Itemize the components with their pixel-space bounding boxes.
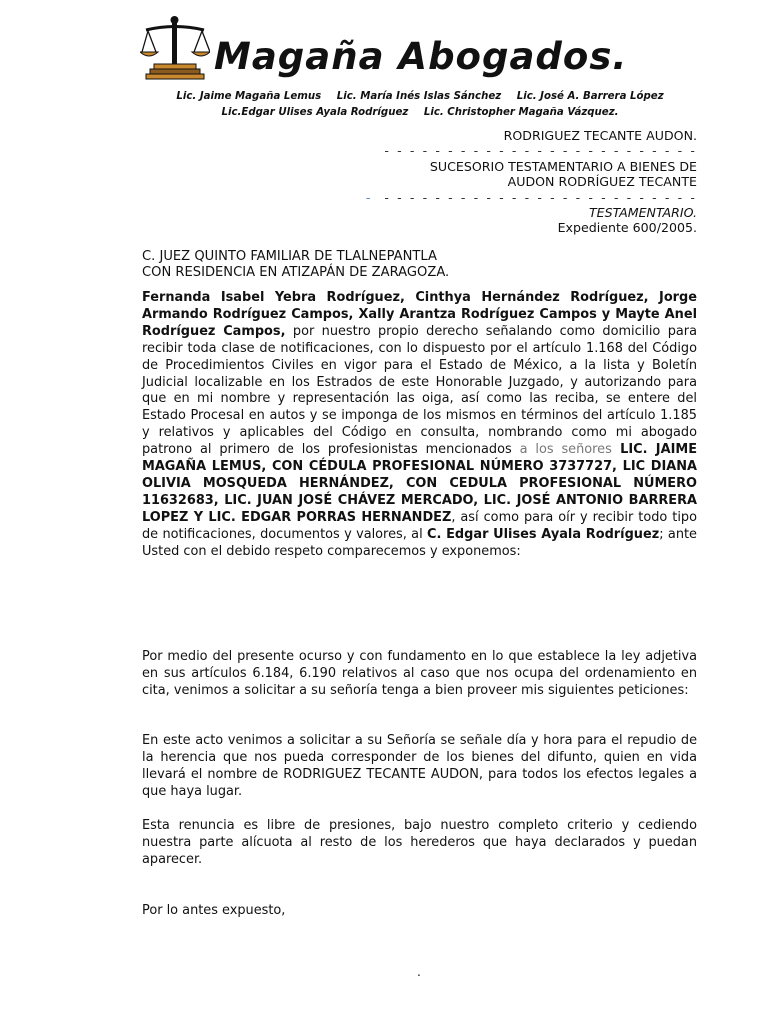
firm-name: Magaña Abogados. <box>214 35 628 78</box>
paragraph-grounds: Por medio del presente ocurso y con fundamento en lo que establece la ley adjetiva en sus artículos 6.184, 6.190 relativos al caso que nos ocupa del ordenamiento en cita, venimos a solicitar a su señoría tenga a bien proveer mis siguientes peticiones: <box>142 649 697 698</box>
separator-dashes: - - - - - - - - - - - - - - - - - - - - - - - - - <box>384 143 697 159</box>
addressee <box>142 249 449 280</box>
blue-mark: - <box>365 189 371 205</box>
addressee-line-2: CON RESIDENCIA EN ATIZAPÁN DE ZARAGOZA. <box>142 264 450 280</box>
case-matter-line-2: AUDON RODRÍGUEZ TECANTE <box>507 174 697 190</box>
petitioner-names: Fernanda Isabel Yebra Rodríguez, Cinthya Hernández Rodríguez, Jorge Armando Rodríguez Campos, Xally Arantza Rodríguez Campos y Mayte Anel Rodríguez Campos, <box>142 290 697 339</box>
separator-dashes-2: - - - - - - - - - - - - - - - - - - - - - - - - - - <box>365 189 697 205</box>
attorney-names: LIC. JAIME MAGAÑA LEMUS, CON CÉDULA PROFESIONAL NÚMERO 3737727, LIC DIANA OLIVIA MOSQUEDA HERNÁNDEZ, CON CEDULA PROFESIONAL NÚMERO 11632683, LIC. JUAN JOSÉ CHÁVEZ MERCADO, LIC. JOSÉ ANTONIO BARRERA LOPEZ Y LIC. EDGAR PORRAS HERNANDEZ <box>142 442 697 525</box>
paragraph-request: En este acto venimos a solicitar a su Señoría se señale día y hora para el repudio de la herencia que nos pueda corresponder de los bienes del difunto, quien en vida llevará el nombre de RODRIGUEZ TECANTE AUDON, para todos los efectos legales a que haya lugar. <box>142 733 697 799</box>
lawyer-name: Lic. Jaime Magaña Lemus <box>176 91 322 102</box>
case-expediente: Expediente 600/2005. <box>557 220 697 236</box>
lawyer-name: Lic. José A. Barrera López <box>516 91 664 102</box>
closing-line: Por lo antes expuesto, <box>142 903 286 918</box>
scales-of-justice-icon <box>140 14 210 80</box>
lawyer-name: Lic. María Inés Islas Sánchez <box>336 91 502 102</box>
lawyer-name: Lic. Christopher Magaña Vázquez. <box>423 107 619 118</box>
lawyer-name: Lic.Edgar Ulises Ayala Rodríguez <box>221 107 409 118</box>
gray-text: a los señores <box>519 442 612 458</box>
paragraph-renunciation: Esta renuncia es libre de presiones, bajo nuestro completo criterio y cediendo nuestra parte alícuota al resto de los herederos que haya declarados y puedan aparecer. <box>142 818 697 867</box>
addressee-line-1: C. JUEZ QUINTO FAMILIAR DE TLALNEPANTLA <box>142 249 437 264</box>
case-party: RODRIGUEZ TECANTE AUDON. <box>503 128 697 143</box>
case-matter-line-1: SUCESORIO TESTAMENTARIO A BIENES DE <box>429 158 697 174</box>
authorized-person: C. Edgar Ulises Ayala Rodríguez <box>427 526 660 542</box>
case-type: TESTAMENTARIO. <box>588 205 697 221</box>
case-heading <box>300 128 697 236</box>
firm-lawyers-line-1 <box>140 89 700 121</box>
footer-mark: . <box>417 965 421 979</box>
intro-paragraph: Fernanda Isabel Yebra Rodríguez, Cinthya Hernández Rodríguez, Jorge Armando Rodríguez Campos, Xally Arantza Rodríguez Campos y Mayte Anel Rodríguez Campos, por nuestro propio derecho señalando como domicilio para recibir toda clase de notificaciones, con lo dispuesto por el artículo 1.168 del Código de Procedimientos Civiles en vigor para el Estado de México, a la lista y Boletín Judicial localizable en los Estrados de este Honorable Juzgado, y autorizando para que en mi nombre y representación las oiga, así como las reciba, se entere del Estado Procesal en autos y se imponga de los mismos en términos del artículo 1.185 y relativos y aplicables del Código en consulta, nombrando como mi abogado patrono al primero de los profesionistas mencionados a los señores LIC. JAIME MAGAÑA LEMUS, CON CÉDULA PROFESIONAL NÚMERO 3737727, LIC DIANA OLIVIA MOSQUEDA HERNÁNDEZ, CON CEDULA PROFESIONAL NÚMERO 11632683, LIC. JUAN JOSÉ CHÁVEZ MERCADO, LIC. JOSÉ ANTONIO BARRERA LOPEZ Y LIC. EDGAR PORRAS HERNANDEZ, así como para oír y recibir todo tipo de notificaciones, documentos y valores, al C. Edgar Ulises Ayala Rodríguez; ante Usted con el debido respeto comparecemos y exponemos: <box>142 290 697 559</box>
